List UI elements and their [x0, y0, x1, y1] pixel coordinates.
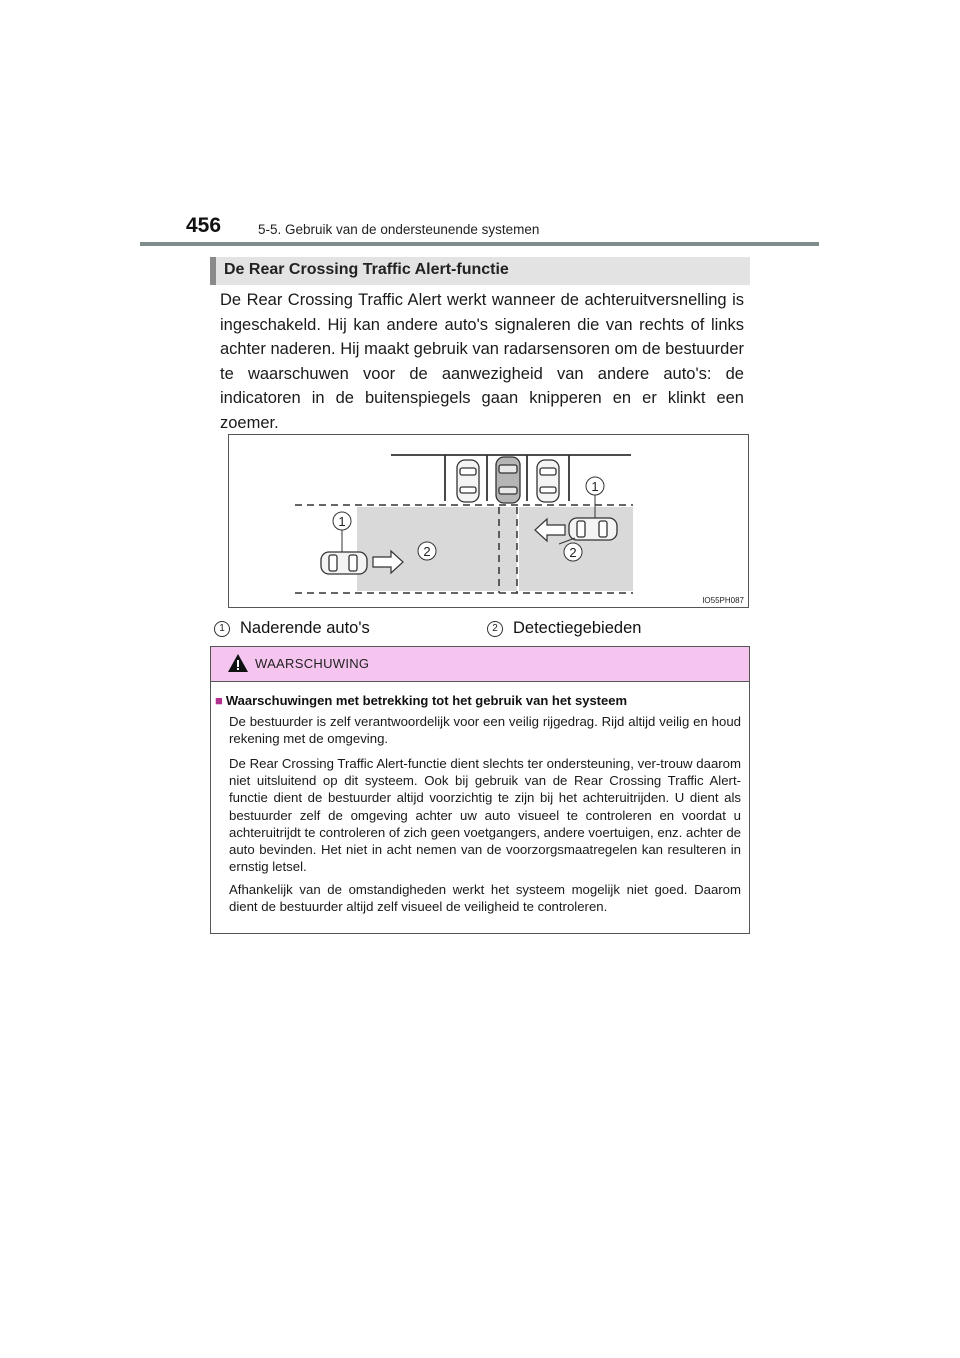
- section-header: 5-5. Gebruik van de ondersteunende systemen: [258, 222, 540, 237]
- legend-label-2: Detectiegebieden: [513, 619, 642, 637]
- warning-label: WAARSCHUWING: [255, 656, 370, 671]
- approaching-car-right: [569, 518, 617, 540]
- parked-car-1: [457, 460, 479, 502]
- callout-2-left: 2: [423, 544, 431, 559]
- parking-diagram: [229, 435, 748, 607]
- rcta-illustration: [228, 434, 749, 608]
- approaching-car-left: [321, 552, 367, 574]
- legend-number-1: 1: [214, 621, 230, 637]
- own-car: [496, 457, 520, 503]
- section-heading-bar: [210, 257, 750, 285]
- warning-subtitle-text: Waarschuwingen met betrekking tot het gebruik van het systeem: [225, 693, 628, 708]
- callout-1-left: 1: [338, 514, 346, 529]
- header-rule: [140, 242, 819, 246]
- warning-paragraph-3: Afhankelijk van de omstandigheden werkt het systeem mogelijk niet goed. Daarom dient de bestuurder altijd zelf visueel de veiligheid te controleren.: [229, 882, 741, 915]
- warning-paragraph-1: De bestuurder is zelf verantwoordelijk voor een veilig rijgedrag. Rijd altijd veilig en houd rekening met de omgeving.: [229, 714, 741, 747]
- heading-accent: [210, 257, 216, 285]
- page-number: 456: [186, 214, 222, 237]
- parked-car-2: [537, 460, 559, 502]
- figure-code: IO55PH087: [702, 596, 744, 605]
- detection-zone-left: [357, 507, 517, 591]
- legend-label-1: Naderende auto's: [240, 619, 370, 637]
- legend-item-2: [487, 619, 641, 638]
- warning-triangle-icon: [227, 653, 249, 673]
- legend-number-2: 2: [487, 621, 503, 637]
- square-bullet-icon: ■: [215, 693, 223, 708]
- legend-item-1: [214, 619, 370, 638]
- warning-paragraph-2: De Rear Crossing Traffic Alert-functie dient slechts ter ondersteuning, ver-trouw daarom niet uitsluitend op dit systeem. Ook bij gebruik van de Rear Crossing Traffic Alert-functie dient de bestuurder altijd voorzichtig te zijn bij het achteruitrijden. U dient als bestuurder zelf de omgeving achter uw auto visueel te controleren en voordat u achteruitrijdt te controleren of zich geen voetgangers, andere voertuigen, enz. achter de auto bevinden. Het niet in acht nemen van de voorzorgsmaatregelen kan resulteren in ernstig letsel.: [229, 756, 741, 875]
- callout-2-right: 2: [569, 545, 577, 560]
- warning-header: [211, 647, 749, 682]
- warning-box: [210, 646, 750, 934]
- intro-paragraph: De Rear Crossing Traffic Alert werkt wanneer de achteruitversnelling is ingeschakeld. Hij kan andere auto's signaleren die van rechts of links achter naderen. Hij maakt gebruik van radarsensoren om de bestuurder te waarschuwen voor de aanwezigheid van andere auto's: de indicatoren in de buitenspiegels gaan knipperen en er klinkt een zoemer.: [220, 291, 744, 432]
- warning-subtitle: [215, 693, 627, 708]
- section-heading: De Rear Crossing Traffic Alert-functie: [224, 261, 509, 278]
- callout-1-right: 1: [591, 479, 599, 494]
